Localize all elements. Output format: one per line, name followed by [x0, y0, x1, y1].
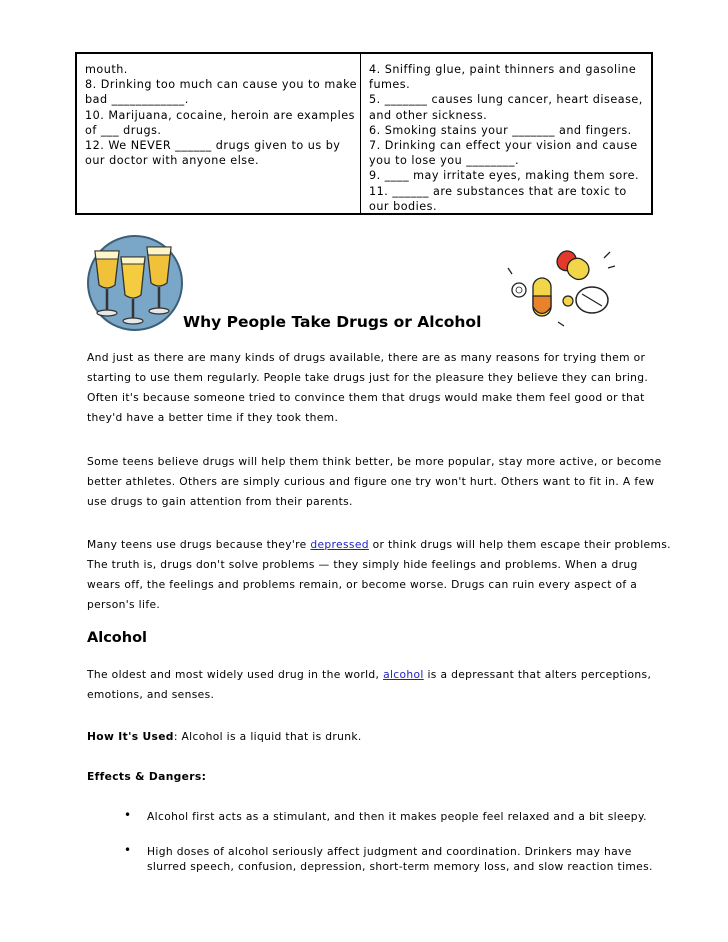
clue-column-right	[361, 54, 651, 213]
paragraph-line: use drugs to gain attention from their parents.	[87, 495, 353, 508]
clue-line: our bodies.	[369, 199, 438, 213]
paragraph-line: Some teens believe drugs will help them think better, be more popular, stay more active, or become	[87, 455, 662, 468]
beer-glasses-illustration	[85, 233, 185, 333]
clue-line: 4. Sniffing glue, paint thinners and gasoline	[369, 63, 637, 76]
clue-line: bad ____________.	[85, 93, 189, 107]
paragraph-line: The truth is, drugs don't solve problems — they simply hide feelings and problems. When a drug	[87, 558, 638, 571]
paragraph-line: person's life.	[87, 598, 161, 611]
clue-line: of ___ drugs.	[85, 123, 162, 137]
clue-line: mouth.	[85, 63, 128, 76]
clue-line: 7. Drinking can effect your vision and cause	[369, 139, 638, 153]
paragraph-line: emotions, and senses.	[87, 688, 215, 701]
bullet-icon: •	[124, 843, 132, 857]
list-item-text: High doses of alcohol seriously affect judgment and coordination. Drinkers may have	[147, 845, 632, 858]
clue-line: and other sickness.	[369, 108, 488, 122]
paragraph-line: better athletes. Others are simply curious and figure one try won't hurt. Others want to fit in. A few	[87, 475, 655, 488]
depressed-link[interactable]: depressed	[310, 538, 369, 551]
clue-column-left	[77, 54, 361, 213]
clue-line: you to lose you ________.	[369, 154, 520, 168]
how-used-text: : Alcohol is a liquid that is drunk.	[173, 730, 362, 743]
clue-line: 8. Drinking too much can cause you to make	[85, 78, 358, 92]
clue-line: 12. We NEVER ______ drugs given to us by	[85, 139, 341, 153]
paragraph-line: Many teens use drugs because they're depressed or think drugs will help them escape their problems.	[87, 538, 671, 551]
clue-line: 6. Smoking stains your _______ and fingers.	[369, 123, 632, 137]
clue-line: 10. Marijuana, cocaine, heroin are examples	[85, 108, 355, 122]
list-item-text: slurred speech, confusion, depression, short-term memory loss, and slow reaction times.	[147, 860, 653, 873]
how-used-line	[87, 730, 362, 743]
clue-table	[75, 52, 653, 215]
clue-line: 9. ____ may irritate eyes, making them sore.	[369, 169, 640, 183]
paragraph-line: they'd have a better time if they took them.	[87, 411, 339, 424]
paragraph-alcohol	[87, 665, 687, 705]
alcohol-link[interactable]: alcohol	[383, 668, 424, 681]
clue-line: fumes.	[369, 78, 411, 92]
paragraph-line: wears off, the feelings and problems remain, or become worse. Drugs can ruin every aspect of a	[87, 578, 638, 591]
list-item-text: Alcohol first acts as a stimulant, and then it makes people feel relaxed and a bit sleepy.	[147, 810, 647, 823]
clue-line: our doctor with anyone else.	[85, 154, 260, 168]
paragraph-reasons	[87, 348, 687, 428]
section-title: Why People Take Drugs or Alcohol	[183, 313, 482, 331]
paragraph-teens	[87, 452, 687, 512]
clue-line: 11. ______ are substances that are toxic to	[369, 184, 627, 198]
paragraph-line: The oldest and most widely used drug in the world, alcohol is a depressant that alters perceptions,	[87, 668, 652, 681]
alcohol-heading: Alcohol	[87, 630, 148, 646]
bullet-icon: •	[124, 808, 132, 822]
clue-line: 5. _______ causes lung cancer, heart disease,	[369, 93, 643, 107]
paragraph-depressed	[87, 535, 687, 615]
paragraph-line: Often it's because someone tried to convince them that drugs would make them feel good or that	[87, 391, 645, 404]
pills-illustration	[506, 238, 618, 328]
paragraph-line: starting to use them regularly. People take drugs just for the pleasure they believe they can bring.	[87, 371, 649, 384]
effects-heading: Effects & Dangers:	[87, 770, 207, 783]
how-used-label: How It's Used	[87, 730, 174, 743]
paragraph-line: And just as there are many kinds of drugs available, there are as many reasons for trying them or	[87, 351, 646, 364]
